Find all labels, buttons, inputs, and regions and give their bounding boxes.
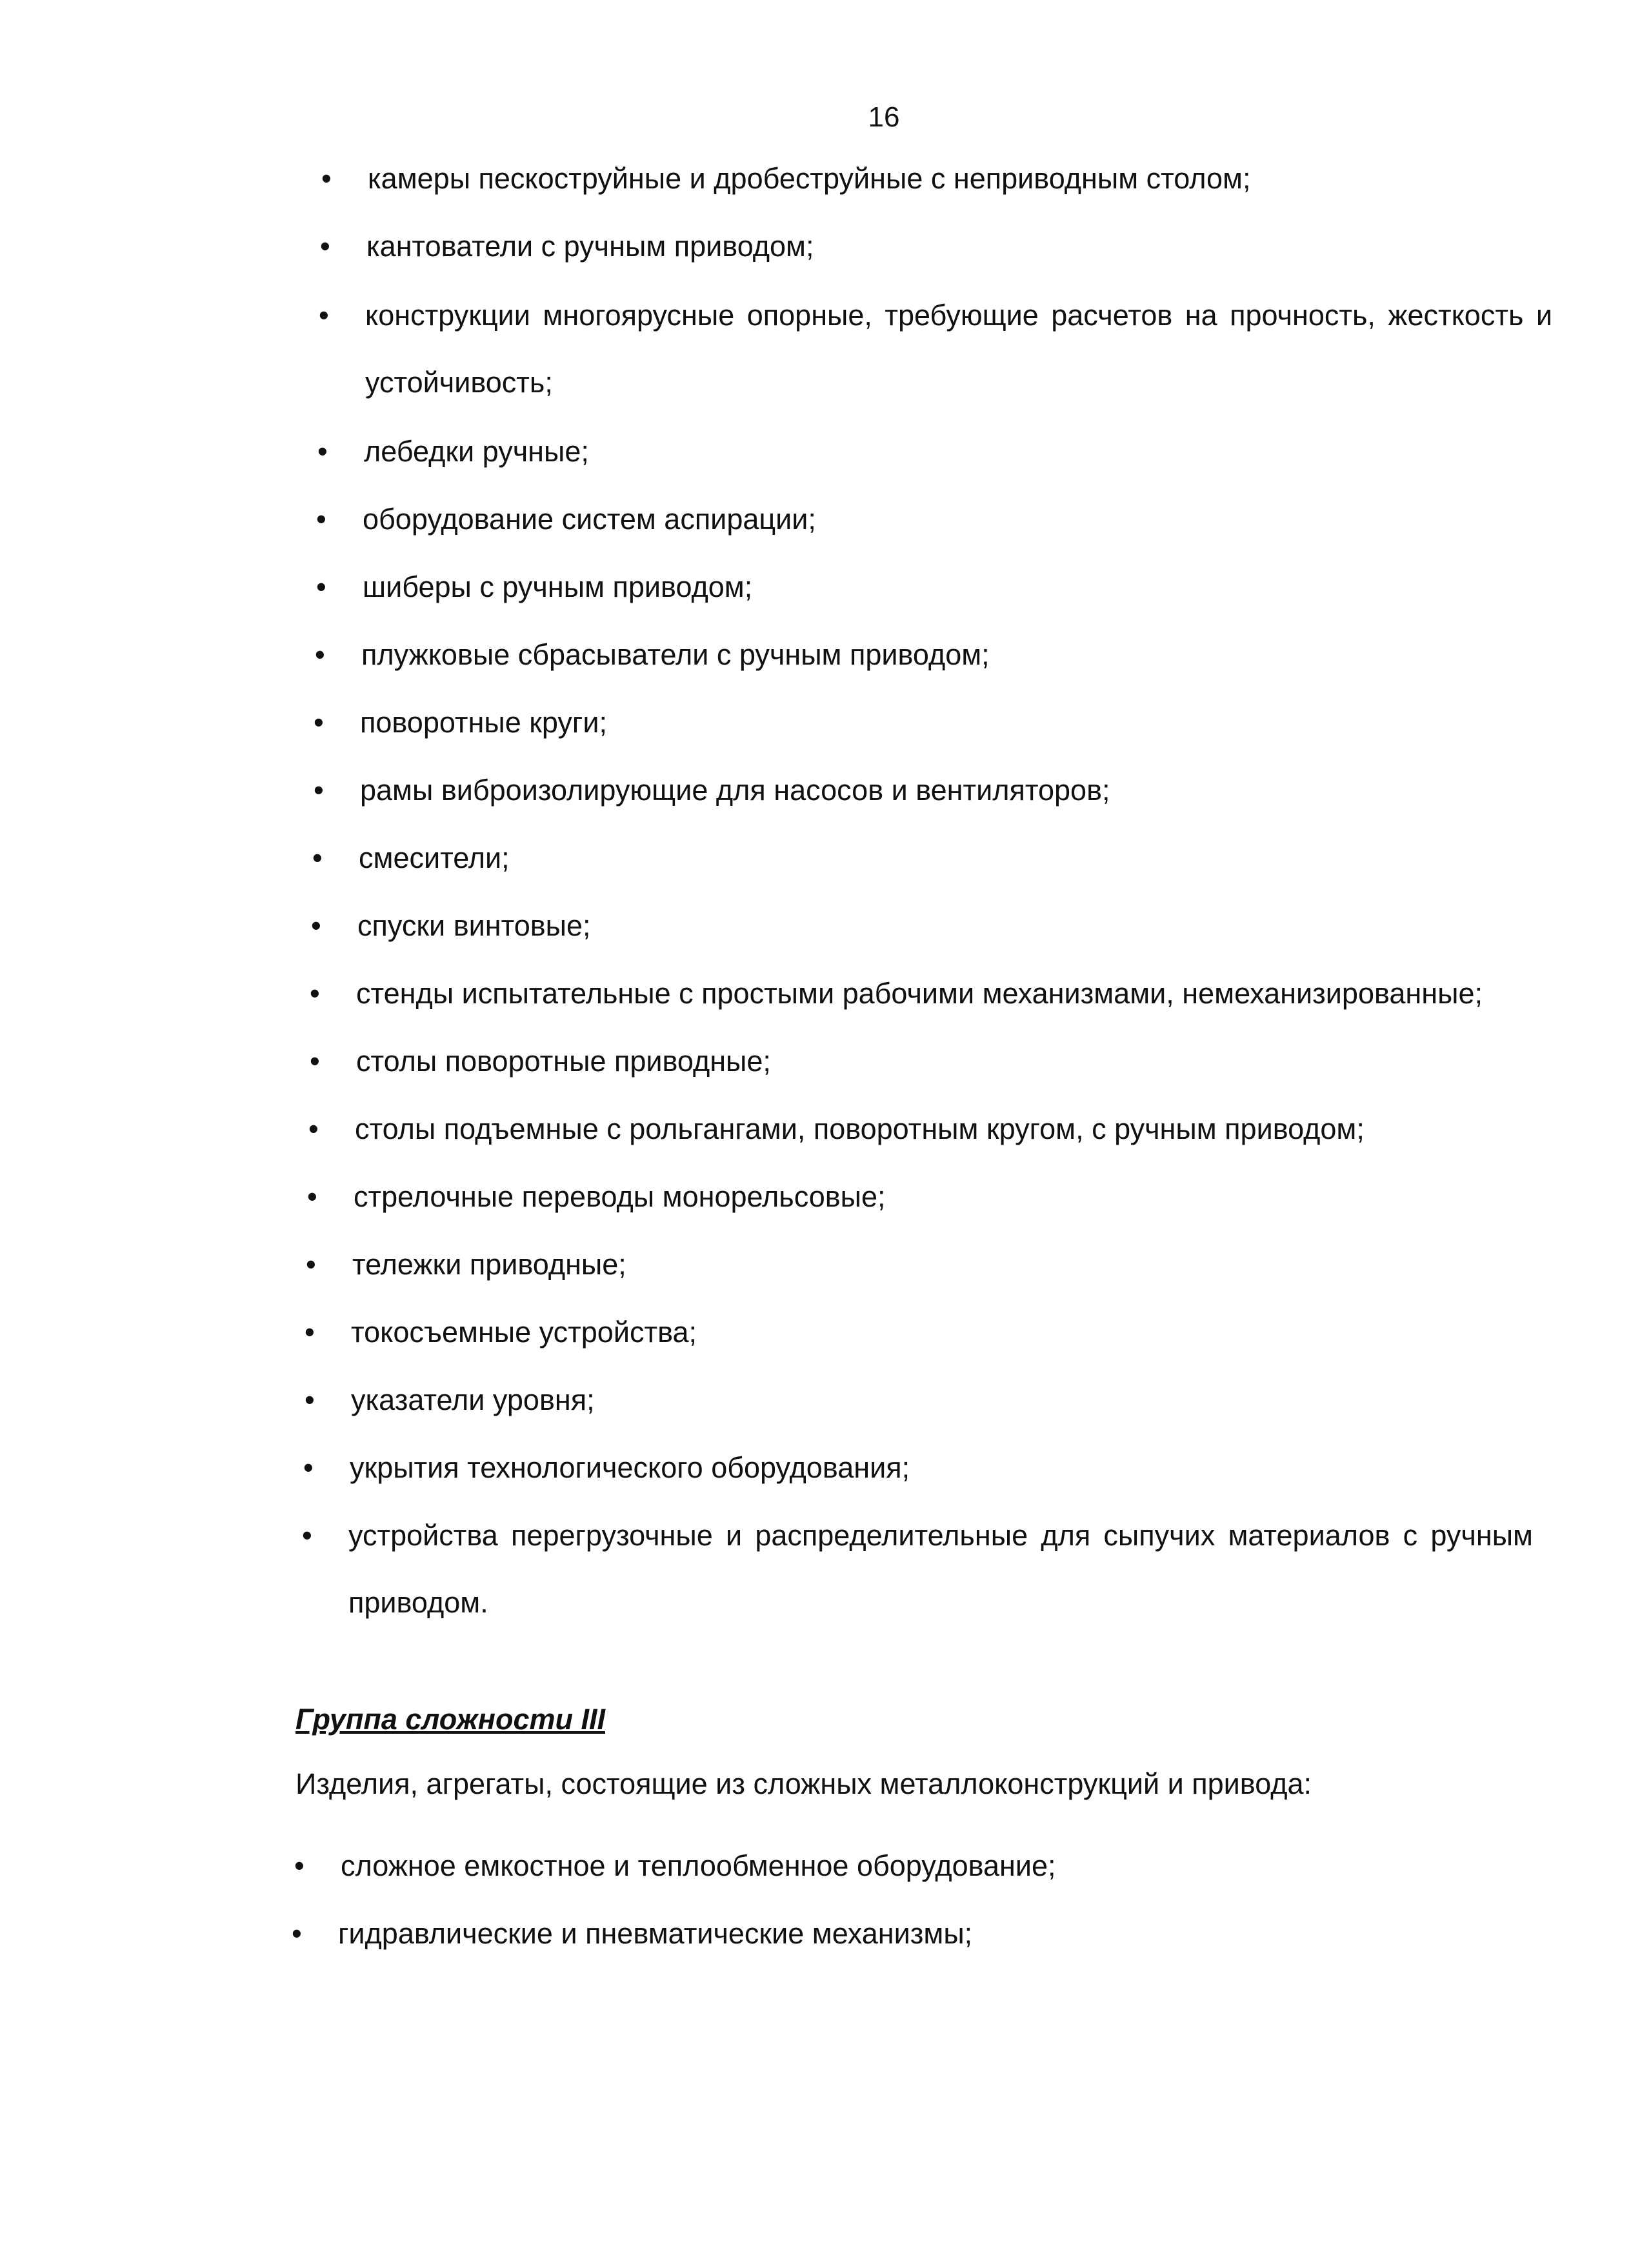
list-item-text: кантователи с ручным приводом; [366,230,814,263]
list-item [312,825,510,892]
list-item-text: оборудование систем аспирации; [363,503,816,536]
bullet-icon: • [305,1316,315,1349]
list-item-text: указатели уровня; [351,1383,595,1416]
bullet-icon: • [315,638,325,671]
list-item-text: лебедки ручные; [364,435,589,468]
bullet-icon: • [316,570,326,603]
list-item [303,1434,910,1501]
list-item [292,1900,973,1967]
list-item [320,213,814,280]
list-item [314,689,607,756]
list-item-text: гидравлические и пневматические механизмы; [338,1917,973,1950]
list-item [317,418,589,485]
bullet-icon: • [303,1451,314,1484]
list-item-text: стенды испытательные с простыми рабочими механизмами, немеханизированные; [356,977,1483,1010]
bullet-icon: • [292,1917,302,1950]
list-item [294,1832,1056,1900]
bullet-icon: • [306,1248,316,1281]
list-item [321,145,1251,212]
list-item [316,486,816,553]
bullet-icon: • [317,435,328,468]
list-item [316,554,753,621]
bullet-icon: • [308,1112,319,1145]
bullet-icon: • [314,706,324,739]
list-item [310,960,1483,1027]
bullet-icon: • [307,1180,317,1213]
list-item-text: поворотные круги; [360,706,607,739]
section-title: Группа сложности III [295,1703,606,1736]
list-item [302,1502,1533,1636]
list-item-text: стрелочные переводы монорельсовые; [354,1180,886,1213]
list-item-text: шиберы с ручным приводом; [363,570,753,603]
list-item-text: столы подъемные с рольгангами, поворотным кругом, с ручным приводом; [355,1112,1365,1145]
list-item-text: камеры пескоструйные и дробеструйные с неприводным столом; [368,162,1251,195]
list-item [311,892,591,959]
bullet-icon: • [314,774,324,807]
bullet-icon: • [302,1519,312,1552]
bullet-icon: • [311,909,321,942]
list-item [305,1299,697,1366]
list-item-text: устройства перегрузочные и распределительные для сыпучих материалов с ручным приводом. [348,1519,1533,1619]
bullet-icon: • [319,299,329,332]
bullet-icon: • [310,977,320,1010]
list-item-text: тележки приводные; [352,1248,626,1281]
list-item-text: конструкции многоярусные опорные, требующие расчетов на прочность, жесткость и устойчивость; [365,299,1552,399]
list-item [314,757,1110,824]
section-intro: Изделия, агрегаты, состоящие из сложных металлоконструкций и привода: [295,1767,1312,1800]
bullet-icon: • [320,230,330,263]
list-item [305,1367,595,1434]
list-item [306,1231,626,1298]
list-item-text: сложное емкостное и теплообменное оборудование; [341,1849,1056,1882]
list-item [315,621,990,688]
bullet-icon: • [321,162,332,195]
list-item-text: рамы виброизолирующие для насосов и вентиляторов; [360,774,1110,807]
bullet-icon: • [310,1045,320,1078]
list-item-text: столы поворотные приводные; [356,1045,771,1078]
list-item-text: укрытия технологического оборудования; [350,1451,910,1484]
list-item-text: токосъемные устройства; [351,1316,697,1349]
list-item [307,1163,886,1230]
bullet-icon: • [305,1383,315,1416]
list-item-text: смесители; [359,841,510,874]
bullet-icon: • [294,1849,305,1882]
bullet-icon: • [312,841,323,874]
list-item [310,1028,771,1095]
bullet-icon: • [316,503,326,536]
list-item-text: плужковые сбрасыватели с ручным приводом; [361,638,990,671]
page-number: 16 [868,101,900,133]
list-item-text: спуски винтовые; [357,909,591,942]
list-item [319,282,1552,416]
list-item [308,1096,1365,1163]
